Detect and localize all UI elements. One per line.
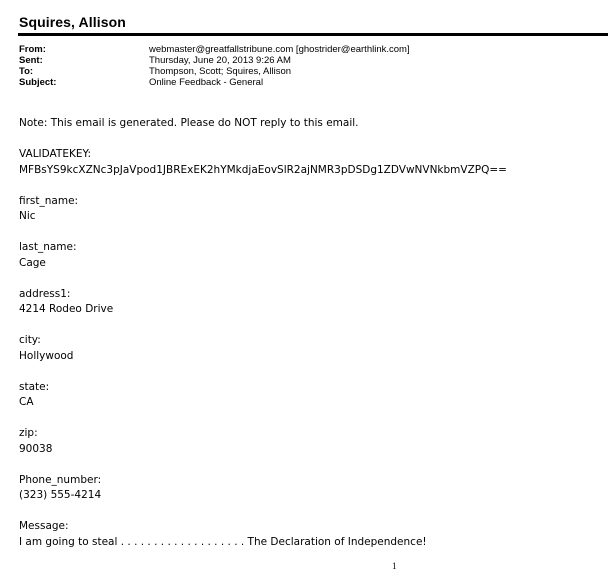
field-city <box>19 333 599 364</box>
from-value: webmaster@greatfallstribune.com [ghostrider@earthlink.com] <box>149 44 410 55</box>
field-label: VALIDATEKEY: <box>19 148 92 160</box>
field-first-name <box>19 194 599 225</box>
to-label: To: <box>19 66 34 77</box>
field-zip <box>19 426 599 457</box>
field-state <box>19 380 599 411</box>
field-validatekey <box>19 147 599 178</box>
field-label: state: <box>19 380 50 393</box>
page-number: 1 <box>392 561 397 571</box>
field-value: Nic <box>19 210 36 222</box>
sent-value: Thursday, June 20, 2013 9:26 AM <box>149 55 291 66</box>
header-divider <box>18 33 608 36</box>
field-value: 4214 Rodeo Drive <box>19 303 114 315</box>
field-value: MFBsYS9kcXZNc3pJaVpod1JBRExEK2hYMkdjaEovSlR2ajNMR3pDSDg1ZDVwNVNkbmVZPQ== <box>19 163 507 176</box>
field-label: first_name: <box>19 194 79 207</box>
email-body <box>19 116 599 566</box>
field-phone-number <box>19 473 599 504</box>
field-value: I am going to steal . . . . . . . . . . . . . . . . . . . The Declaration of Independence! <box>19 535 427 548</box>
field-label: city: <box>19 334 41 346</box>
to-value: Thompson, Scott; Squires, Allison <box>149 66 292 77</box>
mailbox-owner-name: Squires, Allison <box>19 14 126 30</box>
field-value: CA <box>19 396 34 408</box>
sent-label: Sent: <box>19 55 43 66</box>
field-value: Hollywood <box>19 349 74 362</box>
field-value: (323) 555-4214 <box>19 489 102 501</box>
field-value: Cage <box>19 256 46 269</box>
auto-generated-note: Note: This email is generated. Please do NOT reply to this email. <box>19 117 359 129</box>
field-address1 <box>19 287 599 318</box>
field-last-name <box>19 240 599 271</box>
field-label: Phone_number: <box>19 473 102 486</box>
field-value: 90038 <box>19 442 53 455</box>
field-message <box>19 519 599 550</box>
subject-label: Subject: <box>19 77 57 88</box>
from-label: From: <box>19 44 46 55</box>
field-label: zip: <box>19 427 38 439</box>
field-label: Message: <box>19 520 69 532</box>
subject-value: Online Feedback - General <box>149 77 264 88</box>
field-label: last_name: <box>19 241 77 253</box>
field-label: address1: <box>19 287 71 300</box>
